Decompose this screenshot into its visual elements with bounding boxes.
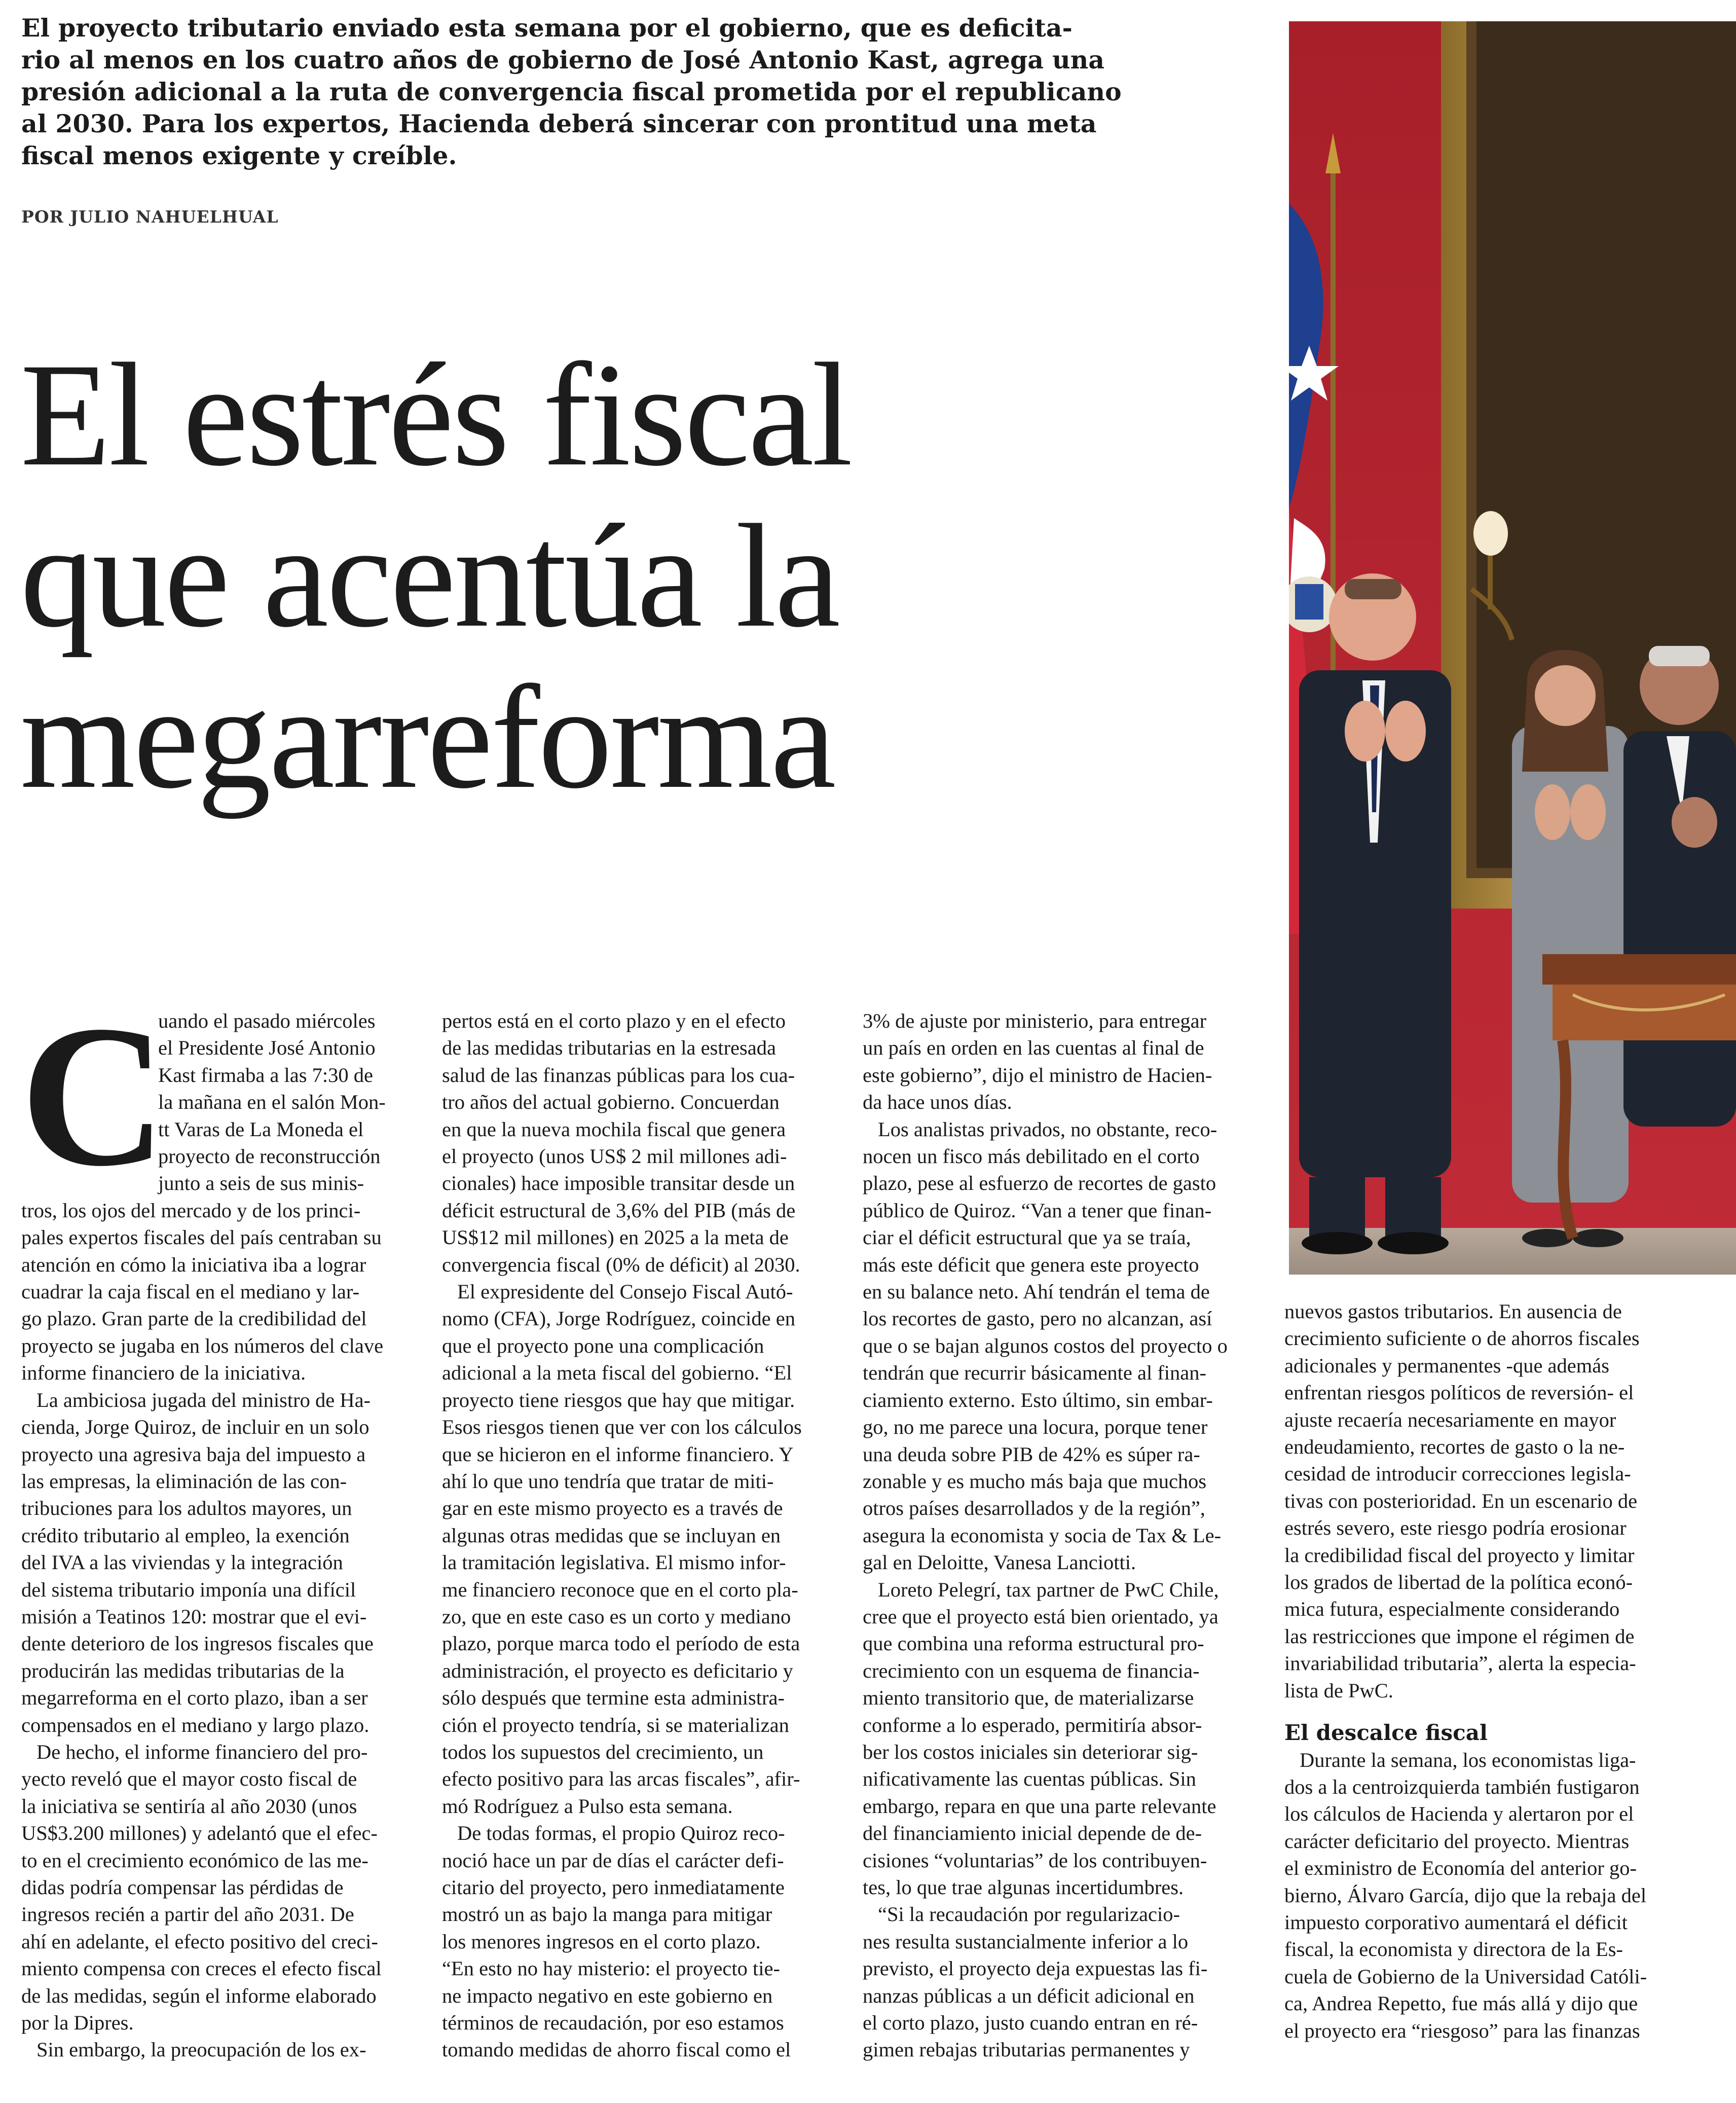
body-line: una deuda sobre PIB de 42% es súper ra- xyxy=(863,1442,1200,1466)
body-line: atención en cómo la iniciativa iba a lograr xyxy=(21,1253,366,1276)
body-line: ingresos recién a partir del año 2031. De xyxy=(21,1903,354,1926)
headline-line: El estrés fiscal xyxy=(20,333,851,497)
body-line: la credibilidad fiscal del proyecto y limitar xyxy=(1284,1543,1635,1567)
body-line: cionales) hace imposible transitar desde un xyxy=(442,1172,795,1195)
body-line: la iniciativa se sentiría al año 2030 (unos xyxy=(21,1794,357,1818)
body-line: noció hace un par de días el carácter defi- xyxy=(442,1848,784,1872)
body-line: pales expertos fiscales del país centraban su xyxy=(21,1226,382,1249)
body-line: ahí en adelante, el efecto positivo del creci- xyxy=(21,1930,378,1953)
body-line: ciar el déficit estructural que ya se traía, xyxy=(863,1226,1191,1249)
body-line: endeudamiento, recortes de gasto o la ne- xyxy=(1284,1435,1625,1459)
body-line: zo, que en este caso es un corto y mediano xyxy=(442,1605,791,1628)
news-photo xyxy=(1289,21,1736,1275)
body-line: megarreforma en el corto plazo, iban a ser xyxy=(21,1686,368,1710)
body-line: tomando medidas de ahorro fiscal como el xyxy=(442,2038,791,2061)
body-line: algunas otras medidas que se incluyan en xyxy=(442,1524,781,1547)
lead-paragraph xyxy=(21,12,1122,172)
body-line: de las medidas, según el informe elaborado xyxy=(21,1984,377,2007)
body-line: citario del proyecto, pero inmediatamente xyxy=(442,1876,785,1899)
body-line: Los analistas privados, no obstante, reco- xyxy=(878,1117,1217,1141)
body-line: los grados de libertad de la política econó- xyxy=(1284,1571,1633,1594)
article-column-4 xyxy=(1284,1298,1675,2044)
body-line: que combina una reforma estructural pro- xyxy=(863,1632,1204,1655)
body-line: go plazo. Gran parte de la credibilidad del xyxy=(21,1307,367,1330)
body-line: miento compensa con creces el efecto fiscal xyxy=(21,1957,382,1980)
article-column-3 xyxy=(863,1007,1253,2063)
body-line: del sistema tributario imponía una difícil xyxy=(21,1578,356,1601)
body-line: estrés severo, este riesgo podría erosionar xyxy=(1284,1516,1627,1540)
lead-line: presión adicional a la ruta de convergencia fiscal prometida por el republicano xyxy=(21,77,1122,106)
body-line: el proyecto era “riesgoso” para las finanzas xyxy=(1284,2019,1640,2042)
body-line: didas podría compensar las pérdidas de xyxy=(21,1876,344,1899)
body-line: tivas con posterioridad. En un escenario de xyxy=(1284,1489,1638,1512)
body-line: proyecto tiene riesgos que hay que mitigar. xyxy=(442,1388,795,1411)
body-line: de las medidas tributarias en la estresada xyxy=(442,1036,776,1060)
lead-line: fiscal menos exigente y creíble. xyxy=(21,141,457,170)
body-line: que o se bajan algunos costos del proyecto o xyxy=(863,1334,1228,1357)
body-line: da hace unos días. xyxy=(863,1091,1012,1114)
body-line: compensados en el mediano y largo plazo. xyxy=(21,1713,370,1736)
body-line: el Presidente José Antonio xyxy=(158,1036,376,1060)
body-line: la mañana en el salón Mon- xyxy=(158,1091,386,1114)
body-line: cesidad de introducir correcciones legisla- xyxy=(1284,1462,1631,1485)
body-line: efecto positivo para las arcas fiscales”, afir- xyxy=(442,1767,800,1791)
body-line: asegura la economista y socia de Tax & Le- xyxy=(863,1524,1222,1547)
body-line: enfrentan riesgos políticos de reversión- el xyxy=(1284,1381,1634,1404)
photo-illustration xyxy=(1289,21,1736,1275)
body-line: ajuste recaería necesariamente en mayor xyxy=(1284,1408,1616,1431)
body-line: cree que el proyecto está bien orientado, ya xyxy=(863,1605,1218,1628)
body-line: miento transitorio que, de materializarse xyxy=(863,1686,1194,1710)
body-line: el exministro de Economía del anterior go- xyxy=(1284,1857,1637,1880)
body-line: Kast firmaba a las 7:30 de xyxy=(158,1063,373,1086)
body-line: dente deterioro de los ingresos fiscales que xyxy=(21,1632,374,1655)
body-line: tribuciones para los adultos mayores, un xyxy=(21,1497,352,1520)
body-line: cisiones “voluntarias” de los contribuyen- xyxy=(863,1848,1207,1872)
body-line: to en el crecimiento económico de las me- xyxy=(21,1848,368,1872)
body-line: proyecto se jugaba en los números del clave xyxy=(21,1334,384,1357)
drop-cap-letter: C xyxy=(20,1012,167,1179)
body-line: mó Rodríguez a Pulso esta semana. xyxy=(442,1794,733,1818)
body-line: tes, lo que trae algunas incertidumbres. xyxy=(863,1876,1184,1899)
body-line: ber los costos iniciales sin deteriorar sig- xyxy=(863,1740,1198,1763)
body-line: del financiamiento inicial depende de de- xyxy=(863,1822,1202,1845)
body-line: “Si la recaudación por regularizacio- xyxy=(878,1903,1180,1926)
body-line: me financiero reconoce que en el corto pla- xyxy=(442,1578,798,1601)
body-line: este gobierno”, dijo el ministro de Hacien- xyxy=(863,1063,1212,1086)
body-line: adicional a la meta fiscal del gobierno. “El xyxy=(442,1361,792,1385)
body-line: misión a Teatinos 120: mostrar que el evi- xyxy=(21,1605,367,1628)
body-line: todos los supuestos del crecimiento, un xyxy=(442,1740,764,1763)
lead-line: al 2030. Para los expertos, Hacienda deberá sincerar con prontitud una meta xyxy=(21,109,1097,138)
body-line: gar en este mismo proyecto es a través de xyxy=(442,1497,783,1520)
body-line: De todas formas, el propio Quiroz reco- xyxy=(457,1822,785,1845)
article-column-1 xyxy=(21,1007,412,2063)
body-line: ca, Andrea Repetto, fue más allá y dijo que xyxy=(1284,1992,1638,2015)
body-line: crédito tributario al empleo, la exención xyxy=(21,1524,350,1547)
body-line: junto a seis de sus minis- xyxy=(158,1172,364,1195)
body-line: déficit estructural de 3,6% del PIB (más de xyxy=(442,1199,796,1222)
body-line: Durante la semana, los economistas liga- xyxy=(1300,1748,1636,1771)
body-line: otros países desarrollados y de la región”, xyxy=(863,1497,1205,1520)
body-line: fiscal, la economista y directora de la Es- xyxy=(1284,1938,1623,1961)
body-line: embargo, repara en que una parte relevante xyxy=(863,1794,1216,1818)
body-line: la tramitación legislativa. El mismo infor- xyxy=(442,1551,786,1574)
body-line: impuesto corporativo aumentará el déficit xyxy=(1284,1910,1628,1934)
body-line: nanzas públicas a un déficit adicional en xyxy=(863,1984,1195,2007)
article-column-2 xyxy=(442,1007,832,2063)
body-line: un país en orden en las cuentas al final de xyxy=(863,1036,1204,1060)
body-line: uando el pasado miércoles xyxy=(158,1009,376,1032)
body-line: carácter deficitario del proyecto. Mientras xyxy=(1284,1829,1630,1853)
body-line: del IVA a las viviendas y la integración xyxy=(21,1551,343,1574)
body-line: Loreto Pelegrí, tax partner de PwC Chile, xyxy=(878,1578,1219,1601)
lead-line: rio al menos en los cuatro años de gobierno de José Antonio Kast, agrega una xyxy=(21,45,1105,75)
body-line: pertos está en el corto plazo y en el efecto xyxy=(442,1009,786,1032)
headline-line: megarreforma xyxy=(20,656,834,819)
body-line: salud de las finanzas públicas para los cua- xyxy=(442,1063,795,1086)
body-line: crecimiento con un esquema de financia- xyxy=(863,1659,1200,1682)
body-line: Sin embargo, la preocupación de los ex- xyxy=(36,2038,366,2061)
body-line: adicionales y permanentes -que además xyxy=(1284,1354,1609,1377)
body-line: gal en Deloitte, Vanesa Lanciotti. xyxy=(863,1551,1136,1574)
body-line: US$12 mil millones) en 2025 a la meta de xyxy=(442,1226,789,1249)
body-line: 3% de ajuste por ministerio, para entregar xyxy=(863,1009,1207,1032)
body-line: que se hicieron en el informe financiero. Y xyxy=(442,1442,794,1466)
body-line: ne impacto negativo en este gobierno en xyxy=(442,1984,773,2007)
body-line: zonable y es mucho más baja que muchos xyxy=(863,1469,1207,1493)
body-line: en que la nueva mochila fiscal que genera xyxy=(442,1117,786,1141)
body-line: Esos riesgos tienen que ver con los cálculos xyxy=(442,1416,802,1439)
body-line: yecto reveló que el mayor costo fiscal de xyxy=(21,1767,357,1791)
headline-line: que acentúa la xyxy=(20,494,838,658)
body-line: tt Varas de La Moneda el xyxy=(158,1117,364,1141)
body-line: sólo después que termine esta administra- xyxy=(442,1686,785,1710)
body-line: ciamiento externo. Esto último, sin embar- xyxy=(863,1388,1213,1411)
body-line: en su balance neto. Ahí tendrán el tema de xyxy=(863,1280,1210,1303)
body-line: proyecto una agresiva baja del impuesto a xyxy=(21,1442,366,1466)
body-line: nificativamente las cuentas públicas. Sin xyxy=(863,1767,1196,1791)
body-line: La ambiciosa jugada del ministro de Ha- xyxy=(36,1388,371,1411)
body-line: bierno, Álvaro García, dijo que la rebaja del xyxy=(1284,1883,1647,1907)
body-line: nomo (CFA), Jorge Rodríguez, coincide en xyxy=(442,1307,795,1330)
body-line: producirán las medidas tributarias de la xyxy=(21,1659,345,1682)
body-line: ción el proyecto tendría, si se materializan xyxy=(442,1713,789,1736)
headline xyxy=(20,335,1135,818)
body-line: lista de PwC. xyxy=(1284,1679,1393,1702)
body-line: que el proyecto pone una complicación xyxy=(442,1334,764,1357)
byline: POR JULIO NAHUELHUAL xyxy=(21,207,279,227)
body-line: “En esto no hay misterio: el proyecto tie- xyxy=(442,1957,780,1980)
body-line: nuevos gastos tributarios. En ausencia de xyxy=(1284,1300,1622,1323)
body-line: tros, los ojos del mercado y de los princi- xyxy=(21,1199,361,1222)
body-line: cuela de Gobierno de la Universidad Católi- xyxy=(1284,1965,1647,1988)
section-subhead: El descalce fiscal xyxy=(1284,1720,1488,1746)
body-line: el corto plazo, justo cuando entran en ré- xyxy=(863,2011,1198,2035)
body-line: gimen rebajas tributarias permanentes y xyxy=(863,2038,1190,2061)
body-line: términos de recaudación, por eso estamos xyxy=(442,2011,784,2035)
body-line: el proyecto (unos US$ 2 mil millones adi- xyxy=(442,1145,787,1168)
body-line: público de Quiroz. “Van a tener que finan- xyxy=(863,1199,1212,1222)
body-line: De hecho, el informe financiero del pro- xyxy=(36,1740,368,1763)
body-line: administración, el proyecto es deficitario y xyxy=(442,1659,793,1682)
body-line: previsto, el proyecto deja expuestas las fi- xyxy=(863,1957,1208,1980)
body-line: invariabilidad tributaria”, alerta la especia- xyxy=(1284,1652,1636,1675)
body-line: mica futura, especialmente considerando xyxy=(1284,1598,1620,1621)
body-line: las restricciones que impone el régimen de xyxy=(1284,1624,1635,1648)
body-line: conforme a lo esperado, permitiría absor- xyxy=(863,1713,1202,1736)
body-line: tendrán que recurrir básicamente al finan- xyxy=(863,1361,1207,1385)
body-line: plazo, pese al esfuerzo de recortes de gasto xyxy=(863,1172,1216,1195)
body-line: los menores ingresos en el corto plazo. xyxy=(442,1930,761,1953)
body-line: go, no me parece una locura, porque tener xyxy=(863,1416,1208,1439)
body-line: cienda, Jorge Quiroz, de incluir en un solo xyxy=(21,1416,370,1439)
body-line: El expresidente del Consejo Fiscal Autó- xyxy=(457,1280,793,1303)
body-line: proyecto de reconstrucción xyxy=(158,1145,381,1168)
body-line: US$3.200 millones) y adelantó que el efec- xyxy=(21,1822,378,1845)
body-line: informe financiero de la iniciativa. xyxy=(21,1361,306,1385)
body-line: mostró un as bajo la manga para mitigar xyxy=(442,1903,772,1926)
body-line: convergencia fiscal (0% de déficit) al 2030. xyxy=(442,1253,800,1276)
body-line: nes resulta sustancialmente inferior a lo xyxy=(863,1930,1189,1953)
body-line: dos a la centroizquierda también fustigaron xyxy=(1284,1775,1640,1798)
body-line: nocen un fisco más debilitado en el corto xyxy=(863,1145,1200,1168)
lead-line: El proyecto tributario enviado esta semana por el gobierno, que es deficita- xyxy=(21,13,1073,43)
body-line: por la Dipres. xyxy=(21,2011,134,2035)
body-line: los recortes de gasto, pero no alcanzan, así xyxy=(863,1307,1212,1330)
body-line: más este déficit que genera este proyecto xyxy=(863,1253,1199,1276)
body-line: las empresas, la eliminación de las con- xyxy=(21,1469,347,1493)
body-line: plazo, porque marca todo el período de esta xyxy=(442,1632,800,1655)
body-line: tro años del actual gobierno. Concuerdan xyxy=(442,1091,780,1114)
body-line: los cálculos de Hacienda y alertaron por el xyxy=(1284,1802,1634,1826)
body-line: cuadrar la caja fiscal en el mediano y lar- xyxy=(21,1280,360,1303)
body-line: crecimiento suficiente o de ahorros fiscales xyxy=(1284,1327,1640,1350)
body-line: ahí lo que uno tendría que tratar de miti- xyxy=(442,1469,774,1493)
